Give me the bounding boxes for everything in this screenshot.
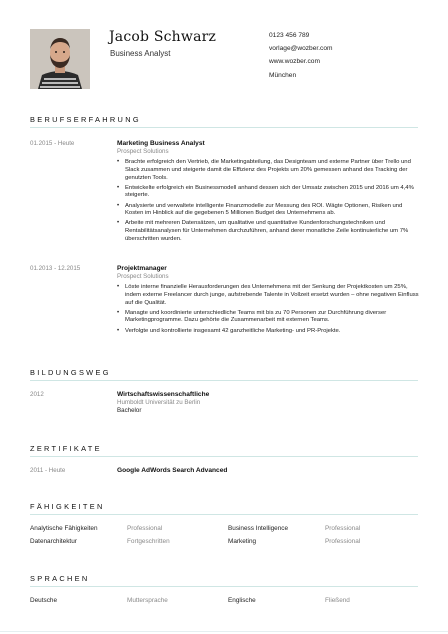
section-divider bbox=[30, 586, 418, 587]
section-divider bbox=[30, 514, 418, 515]
language-level: Muttersprache bbox=[127, 597, 168, 604]
education-school: Humboldt Universität zu Berlin bbox=[117, 399, 201, 406]
profile-photo-image bbox=[30, 29, 90, 89]
job-position: Marketing Business Analyst bbox=[117, 140, 205, 147]
profile-photo bbox=[30, 29, 90, 89]
certificate-entry bbox=[117, 466, 420, 475]
contact-website[interactable]: www.wozber.com bbox=[269, 58, 320, 66]
contact-block bbox=[269, 29, 333, 82]
job-entry bbox=[117, 139, 420, 246]
job-date: 01.2013 - 12.2015 bbox=[30, 265, 81, 272]
skill-name: Marketing bbox=[228, 538, 257, 545]
contact-email[interactable]: vorlage@wozber.com bbox=[269, 45, 333, 53]
job-date: 01.2015 - Heute bbox=[30, 140, 75, 147]
education-degree: Wirtschaftswissenschaftliche bbox=[117, 391, 210, 398]
section-divider bbox=[30, 380, 418, 381]
job-bullet: • Arbeite mit mehreren Datensätzen, um qualitative und quantitative Kundenforschungstechniken und Rentabilitätsanalysen für Unternehmen durchzuführen, anhand derer monatliche Zeile kontinuierliche um 7% überschritten wurden. bbox=[117, 220, 420, 243]
job-bullet: • Analysierte und verwaltete intelligente Finanzmodelle zur Messung des ROI. Wägte Optionen, Risiken und Kosten im Hinblick auf die gegebenen 5 Millionen Budget des Unternehmens ab. bbox=[117, 203, 420, 218]
skill-level: Fortgeschritten bbox=[127, 538, 170, 545]
education-level: Bachelor bbox=[117, 407, 142, 415]
contact-phone[interactable]: 0123 456 789 bbox=[269, 32, 310, 39]
section-title-experience: BERUFSERFAHRUNG bbox=[30, 115, 141, 124]
skill-name: Datenarchitektur bbox=[30, 538, 77, 545]
skill-name: Analytische Fähigkeiten bbox=[30, 525, 98, 532]
job-company: Prospect Solutions bbox=[117, 148, 169, 155]
language-name: Deutsche bbox=[30, 597, 57, 604]
section-title-certificates: ZERTIFIKATE bbox=[30, 444, 102, 453]
certificate-name: Google AdWords Search Advanced bbox=[117, 467, 228, 474]
candidate-name: Jacob Schwarz bbox=[109, 29, 217, 45]
skill-level: Professional bbox=[127, 525, 163, 532]
language-level: Fließend bbox=[325, 597, 350, 604]
job-entry bbox=[117, 264, 420, 338]
certificate-date: 2011 - Heute bbox=[30, 467, 66, 474]
section-title-languages: SPRACHEN bbox=[30, 574, 90, 583]
language-name: Englische bbox=[228, 597, 256, 604]
job-company: Prospect Solutions bbox=[117, 273, 169, 280]
skill-level: Professional bbox=[325, 538, 361, 545]
job-bullet: • Verfolgte und kontrollierte insgesamt 42 ganzheitliche Marketing- und PR-Projekte. bbox=[117, 328, 420, 336]
education-date: 2012 bbox=[30, 391, 44, 398]
education-entry bbox=[117, 390, 420, 416]
section-title-education: BILDUNGSWEG bbox=[30, 368, 111, 377]
skill-level: Professional bbox=[325, 525, 361, 532]
candidate-role: Business Analyst bbox=[110, 49, 171, 58]
page-bottom-divider bbox=[0, 631, 448, 632]
section-divider bbox=[30, 127, 418, 128]
job-bullet: • Managte und koordinierte unterschiedliche Teams mit bis zu 70 Personen zur Durchführung diverser Marketingprogramme. Dazu gehörte die Zusammenarbeit mit externen Teams. bbox=[117, 310, 420, 325]
job-bullets bbox=[117, 159, 420, 243]
skill-name: Business Intelligence bbox=[228, 525, 289, 532]
job-bullet: • Brachte erfolgreich den Vertrieb, die Marketingabteilung, das Designteam und externe Partner über Trello und Slack zusammen und steigerte damit die Effizienz des Projekts um 20% gemessen anhand des Tracking der genutzten Tools. bbox=[117, 159, 420, 182]
job-bullet: • Löste interne finanzielle Herausforderungen des Unternehmens mit der Senkung der Projektkosten um 25%, indem externe Freelancer durch junge, aufstrebende Talente in Vollzeit ersetzt wurden – ohne negativen Einfluss auf die Qualität. bbox=[117, 284, 420, 307]
job-bullets bbox=[117, 284, 420, 335]
job-position: Projektmanager bbox=[117, 265, 167, 272]
section-title-skills: FÄHIGKEITEN bbox=[30, 502, 105, 511]
job-bullet: • Entwickelte erfolgreich ein Businessmodell anhand dessen sich der Umsatz zwischen 2015 und 2016 um 4,4% steigerte. bbox=[117, 185, 420, 200]
section-divider bbox=[30, 456, 418, 457]
contact-city: München bbox=[269, 71, 297, 79]
